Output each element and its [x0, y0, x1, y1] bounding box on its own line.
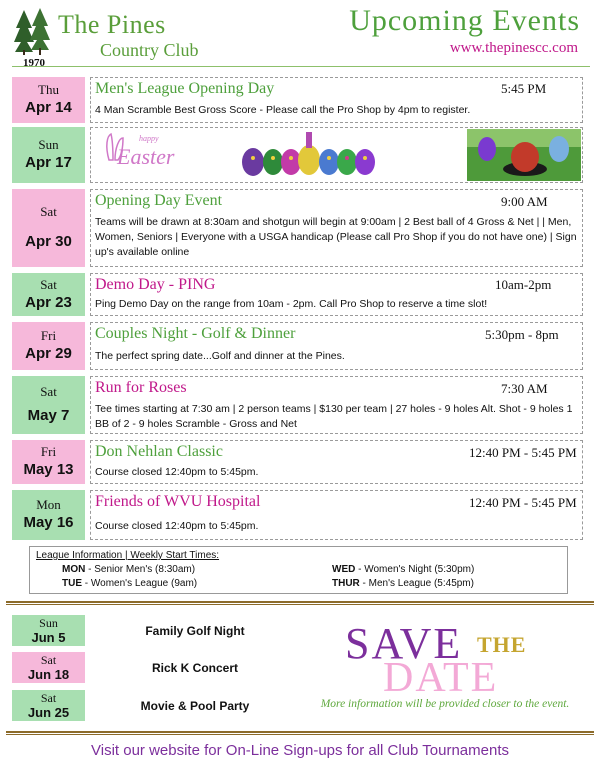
easter-small-text: happy	[139, 134, 159, 143]
event-date-box	[12, 376, 85, 434]
event-time: 5:45 PM	[501, 81, 547, 96]
future-event-name: Rick K Concert	[151, 661, 239, 675]
event-card[interactable]	[90, 490, 583, 540]
save-the-date-save: SAVE	[345, 619, 463, 668]
event-date: May 13	[23, 461, 74, 478]
easter-banner	[90, 127, 583, 183]
league-heading: League Information | Weekly Start Times:	[36, 550, 220, 561]
future-date-box	[12, 690, 85, 721]
save-the-date-note: More information will be provided closer to the event.	[320, 698, 570, 710]
event-date: May 16	[23, 514, 74, 531]
future-event-name: Family Golf Night	[145, 624, 245, 638]
page-title: Upcoming Events	[349, 4, 580, 37]
event-description: Course closed 12:40pm to 5:45pm.	[95, 466, 259, 478]
future-day-of-week: Sat	[40, 690, 57, 705]
event-title: Couples Night - Golf & Dinner	[95, 325, 296, 342]
event-description: Teams will be drawn at 8:30am and shotgun will begin at 9:00am | 2 Best ball of 4 Gross & Net | | Men, Women, Seniors | Everyone with a USGA handicap (Please call Pro Shop if you do not have one) | Sign up's available online	[95, 216, 577, 258]
event-time: 5:30pm - 8pm	[485, 327, 559, 342]
event-date-box	[12, 273, 85, 316]
event-description: Course closed 12:40pm to 5:45pm.	[95, 520, 259, 532]
event-title: Friends of WVU Hospital	[95, 493, 261, 510]
event-day-of-week: Sun	[38, 137, 59, 152]
future-day-of-week: Sat	[40, 652, 57, 667]
header-divider	[12, 66, 590, 67]
event-card[interactable]	[90, 189, 583, 267]
event-description: Tee times starting at 7:30 am | 2 person teams | $130 per team | 27 holes - 9 holes Alt. Shot - 9 holes 1 BB of 2 - 9 holes Scramble - Gross and Net	[95, 403, 573, 430]
event-date-box	[12, 440, 85, 484]
event-card[interactable]	[90, 376, 583, 434]
future-day-of-week: Sun	[39, 615, 58, 630]
league-item-tue: TUE - Women's League (9am)	[62, 578, 198, 589]
event-date-box	[12, 490, 85, 540]
pine-trees-logo	[12, 8, 54, 56]
future-date: Jun 25	[27, 704, 70, 720]
event-time: 9:00 AM	[501, 194, 548, 209]
event-day-of-week: Fri	[40, 328, 57, 343]
event-date-box	[12, 322, 85, 370]
future-date: Jun 18	[27, 666, 70, 682]
event-date-box	[12, 127, 85, 183]
event-day-of-week: Sat	[40, 204, 57, 219]
league-info-box	[29, 546, 568, 594]
event-date: May 7	[27, 407, 70, 424]
event-title: Don Nehlan Classic	[95, 443, 223, 460]
event-day-of-week: Fri	[40, 444, 57, 459]
future-date-box	[12, 615, 85, 646]
event-day-of-week: Sat	[40, 276, 57, 292]
event-description: Ping Demo Day on the range from 10am - 2pm. Call Pro Shop to reserve a time slot!	[95, 298, 488, 310]
event-time: 12:40 PM - 5:45 PM	[469, 495, 577, 510]
website-link[interactable]: www.thepinescc.com	[449, 40, 578, 56]
club-name: The Pines	[58, 10, 166, 39]
event-date: Apr 23	[25, 293, 72, 311]
event-title: Run for Roses	[95, 379, 187, 396]
golf-eggs-photo-icon	[467, 129, 581, 181]
event-date: Apr 30	[25, 233, 72, 250]
event-title: Opening Day Event	[95, 192, 223, 209]
event-title: Men's League Opening Day	[95, 80, 275, 97]
event-time: 12:40 PM - 5:45 PM	[469, 445, 577, 460]
future-date: Jun 5	[31, 629, 66, 645]
league-item-mon: MON - Senior Men's (8:30am)	[62, 564, 196, 575]
league-item-wed: WED - Women's Night (5:30pm)	[332, 564, 475, 575]
save-the-date-the: THE	[477, 632, 527, 657]
future-date-box	[12, 652, 85, 683]
event-card[interactable]	[90, 440, 583, 484]
event-title: Demo Day - PING	[95, 276, 216, 293]
footer-text[interactable]: Visit our website for On-Line Sign-ups for all Club Tournaments	[91, 742, 509, 759]
event-description: 4 Man Scramble Best Gross Score - Please call the Pro Shop by 4pm to register.	[95, 104, 471, 116]
event-day-of-week: Sat	[40, 384, 57, 399]
event-date-box	[12, 189, 85, 267]
event-date-box	[12, 77, 85, 123]
event-date: Apr 29	[25, 345, 72, 362]
footer-divider	[6, 731, 594, 735]
event-date: Apr 17	[25, 154, 72, 171]
event-card[interactable]	[90, 322, 583, 370]
save-the-date-date: DATE	[383, 655, 499, 701]
event-time: 7:30 AM	[501, 381, 548, 396]
event-card[interactable]	[90, 77, 583, 123]
event-date: Apr 14	[25, 99, 72, 116]
logo-year: 1970	[23, 57, 45, 69]
club-subtitle: Country Club	[100, 40, 199, 60]
easter-text: Easter	[117, 144, 175, 169]
event-time: 10am-2pm	[495, 277, 552, 292]
league-item-thur: THUR - Men's League (5:45pm)	[332, 578, 474, 589]
event-day-of-week: Mon	[36, 497, 61, 512]
section-divider	[6, 601, 594, 605]
easter-eggs-icon	[239, 132, 379, 180]
event-card[interactable]	[90, 273, 583, 316]
future-event-name: Movie & Pool Party	[140, 699, 250, 713]
event-description: The perfect spring date...Golf and dinner at the Pines.	[95, 350, 345, 362]
event-day-of-week: Thu	[38, 82, 59, 97]
